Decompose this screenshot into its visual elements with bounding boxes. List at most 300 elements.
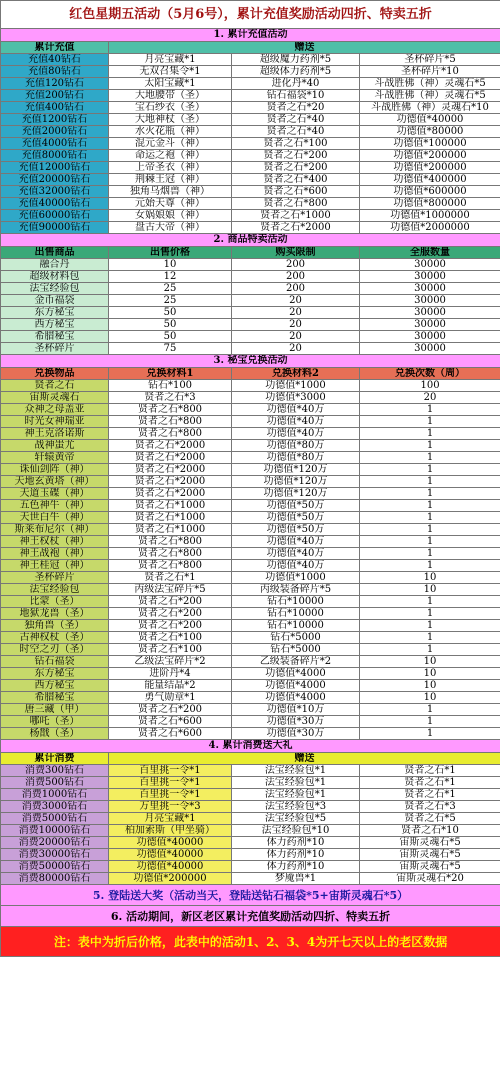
table-cell: 12 [109, 271, 232, 283]
table-row [1, 608, 500, 620]
table-cell: 百里挑一令*1 [109, 789, 232, 801]
table-row [1, 222, 500, 234]
table-cell: 希腊秘宝 [1, 331, 109, 343]
table-cell: 充值12000钻石 [1, 162, 109, 174]
table-cell: 1 [360, 464, 500, 476]
table-cell: 圣杯碎片 [1, 343, 109, 355]
table-cell: 10 [360, 692, 500, 704]
table-cell: 贤者之石*800 [109, 416, 232, 428]
table-cell: 宙斯灵魂石 [1, 392, 109, 404]
col-header: 兑换材料2 [232, 368, 360, 380]
col-header: 全服数量 [360, 247, 500, 259]
table-cell: 20 [232, 331, 360, 343]
table-row [1, 837, 500, 849]
table-cell: 天世白牛（神） [1, 512, 109, 524]
table-cell: 1 [360, 512, 500, 524]
table-row [1, 186, 500, 198]
table-cell: 进化丹*40 [232, 78, 360, 90]
table-cell: 神王权杖（神） [1, 536, 109, 548]
table-cell: 消费10000钻石 [1, 825, 109, 837]
table-cell: 功德值*40万 [232, 404, 360, 416]
table-cell: 西方秘宝 [1, 319, 109, 331]
table-cell: 盘古大帝（神） [109, 222, 232, 234]
table-cell: 贤者之石*2000 [232, 222, 360, 234]
table-row [1, 319, 500, 331]
table-cell: 1 [360, 716, 500, 728]
table-cell: 200 [232, 259, 360, 271]
table-cell: 钻石*5000 [232, 632, 360, 644]
table-cell: 功德值*3000 [232, 392, 360, 404]
table-cell: 贤者之石*3 [360, 801, 500, 813]
table-cell: 充值8000钻石 [1, 150, 109, 162]
table-cell: 功德值*4000 [232, 692, 360, 704]
table-cell: 充值40000钻石 [1, 198, 109, 210]
table-row [1, 210, 500, 222]
table-cell: 贤者之石*20 [232, 102, 360, 114]
table-cell: 功德值*100000 [360, 138, 500, 150]
table-cell: 贤者之石*2000 [109, 452, 232, 464]
table-cell: 功德值*120万 [232, 476, 360, 488]
table-cell: 功德值*400000 [360, 174, 500, 186]
table-cell: 宙斯灵魂石*5 [360, 861, 500, 873]
table-cell: 贤者之石*1 [360, 789, 500, 801]
table-cell: 钻石*10000 [232, 608, 360, 620]
table-cell: 1 [360, 440, 500, 452]
table-cell: 1 [360, 728, 500, 740]
table-cell: 神王桂冠（神） [1, 560, 109, 572]
table-row [1, 174, 500, 186]
table-row [1, 644, 500, 656]
table-row [1, 198, 500, 210]
table-cell: 30000 [360, 259, 500, 271]
table-cell: 30000 [360, 271, 500, 283]
table-cell: 贤者之石*600 [109, 728, 232, 740]
table-cell: 大地腰带（圣） [109, 90, 232, 102]
table-cell: 独角乌烟兽（神） [109, 186, 232, 198]
table-cell: 月亮宝藏*1 [109, 54, 232, 66]
table-cell: 1 [360, 488, 500, 500]
table-cell: 消费1000钻石 [1, 789, 109, 801]
table-cell: 200 [232, 271, 360, 283]
table-cell: 东方秘宝 [1, 307, 109, 319]
table-cell: 钻石福袋*10 [232, 90, 360, 102]
table-cell: 消费20000钻石 [1, 837, 109, 849]
table-cell: 神王克洛诺斯 [1, 428, 109, 440]
col-header: 出售价格 [109, 247, 232, 259]
table-row [1, 524, 500, 536]
table-cell: 贤者之石*40 [232, 114, 360, 126]
table-row [1, 789, 500, 801]
table-cell: 诛仙剑阵（神） [1, 464, 109, 476]
col-header: 赠送 [109, 753, 500, 765]
table-cell: 宙斯灵魂石*20 [360, 873, 500, 885]
table-cell: 1 [360, 428, 500, 440]
table-cell: 20 [360, 392, 500, 404]
col-header: 兑换材料1 [109, 368, 232, 380]
page-title: 红色星期五活动（5月6号），累计充值奖励活动四折、特卖五折 [1, 1, 500, 29]
table-cell: 贤者之石*2000 [109, 488, 232, 500]
table-row [1, 380, 500, 392]
table-cell: 贤者之石*800 [109, 548, 232, 560]
table-row [1, 620, 500, 632]
table-cell: 超级魔力药剂*5 [232, 54, 360, 66]
table-row [1, 283, 500, 295]
table-row [1, 512, 500, 524]
table-cell: 消费500钻石 [1, 777, 109, 789]
table-cell: 贤者之石*200 [232, 162, 360, 174]
table-row [1, 500, 500, 512]
table-cell: 天地玄黄塔（神） [1, 476, 109, 488]
table-cell: 贤者之石*400 [232, 174, 360, 186]
section-heading: 4. 累计消费送大礼 [1, 740, 500, 753]
table-cell: 融合丹 [1, 259, 109, 271]
table-cell: 充值80钻石 [1, 66, 109, 78]
table-row [1, 801, 500, 813]
table-cell: 钻石*10000 [232, 620, 360, 632]
table-cell: 消费3000钻石 [1, 801, 109, 813]
table-row [1, 476, 500, 488]
table-cell: 月亮宝藏*1 [109, 813, 232, 825]
table-cell: 大地神杖（圣） [109, 114, 232, 126]
section-heading: 3. 秘宝兑换活动 [1, 355, 500, 368]
table-cell: 消费5000钻石 [1, 813, 109, 825]
table-cell: 功德值*40万 [232, 548, 360, 560]
table-cell: 元始天尊（神） [109, 198, 232, 210]
table-cell: 古神权杖（圣） [1, 632, 109, 644]
table-row [1, 259, 500, 271]
table-cell: 法宝经验包*1 [232, 777, 360, 789]
col-header: 兑换物品 [1, 368, 109, 380]
table-cell: 20 [232, 307, 360, 319]
table-cell: 功德值*80万 [232, 452, 360, 464]
table-row [1, 114, 500, 126]
table-cell: 贤者之石*1000 [109, 524, 232, 536]
table-row [1, 716, 500, 728]
table-cell: 比蒙（圣） [1, 596, 109, 608]
table-row [1, 126, 500, 138]
table-cell: 功德值*600000 [360, 186, 500, 198]
table-row [1, 572, 500, 584]
table-cell: 贤者之石*100 [109, 644, 232, 656]
table-cell: 地狱龙兽（圣） [1, 608, 109, 620]
table-cell: 圣杯碎片*5 [360, 54, 500, 66]
table-row [1, 307, 500, 319]
table-row [1, 728, 500, 740]
table-cell: 天道玉碟（神） [1, 488, 109, 500]
table-cell: 功德值*200000 [109, 873, 232, 885]
table-cell: 勇气勋章*1 [109, 692, 232, 704]
table-cell: 战神蚩尤 [1, 440, 109, 452]
table-cell: 功德值*40000 [109, 849, 232, 861]
table-cell: 功德值*1000 [232, 380, 360, 392]
table-cell: 贤者之石*800 [109, 428, 232, 440]
table-cell: 法宝经验包*1 [232, 765, 360, 777]
table-cell: 功德值*40000 [109, 861, 232, 873]
table-cell: 30000 [360, 295, 500, 307]
table-cell: 功德值*120万 [232, 464, 360, 476]
table-cell: 贤者之石*200 [109, 620, 232, 632]
table-cell: 丙级装备碎片*5 [232, 584, 360, 596]
table-cell: 贤者之石*1000 [109, 512, 232, 524]
table-cell: 无双召集令*1 [109, 66, 232, 78]
table-row [1, 632, 500, 644]
table-cell: 功德值*50万 [232, 512, 360, 524]
table-cell: 贤者之石*800 [232, 198, 360, 210]
table-row [1, 162, 500, 174]
table-cell: 贤者之石*2000 [109, 464, 232, 476]
table-row [1, 560, 500, 572]
table-cell: 法宝经验包*3 [232, 801, 360, 813]
table-row [1, 440, 500, 452]
table-cell: 体力药剂*10 [232, 837, 360, 849]
section-recharge [1, 29, 500, 234]
table-cell: 宝石纱衣（圣） [109, 102, 232, 114]
table-cell: 贤者之石 [1, 380, 109, 392]
table-row [1, 416, 500, 428]
table-cell: 水火花瓶（神） [109, 126, 232, 138]
col-header: 累计消费 [1, 753, 109, 765]
table-cell: 功德值*50万 [232, 500, 360, 512]
table-cell: 钻石*5000 [232, 644, 360, 656]
table-row [1, 584, 500, 596]
table-cell: 贤者之石*600 [232, 186, 360, 198]
table-cell: 贤者之石*100 [232, 138, 360, 150]
table-cell: 贤者之石*5 [360, 813, 500, 825]
table-cell: 贤者之石*10 [360, 825, 500, 837]
table-cell: 1 [360, 548, 500, 560]
table-cell: 100 [360, 380, 500, 392]
table-cell: 哪吒（圣） [1, 716, 109, 728]
table-cell: 10 [360, 584, 500, 596]
table-cell: 功德值*1000000 [360, 210, 500, 222]
table-cell: 进阶丹*4 [109, 668, 232, 680]
table-cell: 超级体力药剂*5 [232, 66, 360, 78]
table-cell: 功德值*40万 [232, 560, 360, 572]
table-cell: 功德值*1000 [232, 572, 360, 584]
table-row [1, 90, 500, 102]
table-cell: 法宝经验包*1 [232, 789, 360, 801]
table-cell: 梦魇兽*1 [232, 873, 360, 885]
table-cell: 法宝经验包 [1, 584, 109, 596]
table-row [1, 295, 500, 307]
table-cell: 斗战胜佛（神）灵魂石*10 [360, 102, 500, 114]
table-cell: 贤者之石*800 [109, 560, 232, 572]
table-cell: 神王战袍（神） [1, 548, 109, 560]
table-row [1, 404, 500, 416]
section-special-sale [1, 234, 500, 355]
table-cell: 1 [360, 620, 500, 632]
table-cell: 充值40钻石 [1, 54, 109, 66]
table-cell: 20 [232, 295, 360, 307]
table-cell: 充值1200钻石 [1, 114, 109, 126]
table-row [1, 331, 500, 343]
table-cell: 1 [360, 644, 500, 656]
table-row [1, 861, 500, 873]
table-cell: 宙斯灵魂石*5 [360, 837, 500, 849]
table-cell: 时光女神瑞亚 [1, 416, 109, 428]
table-row [1, 66, 500, 78]
table-cell: 50 [109, 331, 232, 343]
table-cell: 贤者之石*1 [109, 572, 232, 584]
table-row [1, 78, 500, 90]
table-row [1, 54, 500, 66]
table-row [1, 596, 500, 608]
table-row [1, 692, 500, 704]
table-cell: 贤者之石*200 [109, 608, 232, 620]
table-row [1, 102, 500, 114]
table-cell: 200 [232, 283, 360, 295]
table-row [1, 668, 500, 680]
table-cell: 1 [360, 476, 500, 488]
table-cell: 20 [232, 319, 360, 331]
table-cell: 消费50000钻石 [1, 861, 109, 873]
table-cell: 1 [360, 608, 500, 620]
table-cell: 功德值*40万 [232, 416, 360, 428]
table-cell: 贤者之石*800 [109, 536, 232, 548]
table-row [1, 825, 500, 837]
table-cell: 唐三藏（甲） [1, 704, 109, 716]
table-cell: 贤者之石*3 [109, 392, 232, 404]
table-cell: 功德值*4000 [232, 668, 360, 680]
table-cell: 30000 [360, 307, 500, 319]
table-cell: 充值32000钻石 [1, 186, 109, 198]
table-row [1, 488, 500, 500]
table-cell: 1 [360, 404, 500, 416]
table-cell: 10 [360, 572, 500, 584]
table-cell: 乙级装备碎片*2 [232, 656, 360, 668]
table-row [1, 704, 500, 716]
table-cell: 丙级法宝碎片*5 [109, 584, 232, 596]
table-cell: 1 [360, 536, 500, 548]
table-cell: 功德值*800000 [360, 198, 500, 210]
table-cell: 百里挑一令*1 [109, 777, 232, 789]
table-cell: 50 [109, 307, 232, 319]
table-cell: 斗战胜佛（神）灵魂石*5 [360, 78, 500, 90]
table-cell: 充值90000钻石 [1, 222, 109, 234]
table-cell: 体力药剂*10 [232, 849, 360, 861]
table-row [1, 138, 500, 150]
table-cell: 充值60000钻石 [1, 210, 109, 222]
table-cell: 1 [360, 500, 500, 512]
table-cell: 圣杯碎片*10 [360, 66, 500, 78]
table-cell: 功德值*30万 [232, 728, 360, 740]
table-cell: 贤者之石*100 [109, 632, 232, 644]
table-row [1, 873, 500, 885]
table-cell: 贤者之石*600 [109, 716, 232, 728]
table-row [1, 271, 500, 283]
table-row [1, 680, 500, 692]
section-login-reward: 5. 登陆送大奖（活动当天，登陆送钻石福袋*5+宙斯灵魂石*5） [1, 885, 500, 906]
table-cell: 法宝经验包 [1, 283, 109, 295]
table-cell: 命运之袍（神） [109, 150, 232, 162]
section-heading: 2. 商品特卖活动 [1, 234, 500, 247]
col-header: 购买限制 [232, 247, 360, 259]
table-cell: 30000 [360, 331, 500, 343]
table-cell: 贤者之石*1000 [109, 500, 232, 512]
table-cell: 功德值*80万 [232, 440, 360, 452]
table-cell: 太阳宝藏*1 [109, 78, 232, 90]
table-cell: 10 [109, 259, 232, 271]
table-cell: 贤者之石*200 [109, 596, 232, 608]
table-cell: 钻石*100 [109, 380, 232, 392]
table-cell: 功德值*40万 [232, 428, 360, 440]
table-cell: 杨戬（圣） [1, 728, 109, 740]
table-row [1, 849, 500, 861]
table-cell: 功德值*40000 [109, 837, 232, 849]
table-cell: 25 [109, 283, 232, 295]
table-cell: 1 [360, 632, 500, 644]
table-cell: 20 [232, 343, 360, 355]
table-cell: 30000 [360, 319, 500, 331]
table-cell: 斯莱布尼尔（神） [1, 524, 109, 536]
table-cell: 能量结晶*2 [109, 680, 232, 692]
table-cell: 东方秘宝 [1, 668, 109, 680]
table-cell: 1 [360, 596, 500, 608]
table-cell: 充值200钻石 [1, 90, 109, 102]
table-cell: 消费80000钻石 [1, 873, 109, 885]
table-cell: 乙级法宝碎片*2 [109, 656, 232, 668]
table-cell: 上帝圣衣（神） [109, 162, 232, 174]
section-consumption [1, 740, 500, 885]
table-cell: 贤者之石*1000 [232, 210, 360, 222]
table-cell: 贤者之石*2000 [109, 440, 232, 452]
table-cell: 钻石福袋 [1, 656, 109, 668]
table-cell: 消费300钻石 [1, 765, 109, 777]
table-cell: 轩辕黄帝 [1, 452, 109, 464]
table-row [1, 452, 500, 464]
table-cell: 10 [360, 656, 500, 668]
col-header: 赠送 [109, 42, 500, 54]
table-cell: 贤者之石*200 [232, 150, 360, 162]
table-row [1, 464, 500, 476]
table-cell: 1 [360, 524, 500, 536]
table-row [1, 536, 500, 548]
table-cell: 贤者之石*2000 [109, 476, 232, 488]
table-row [1, 813, 500, 825]
table-cell: 功德值*10万 [232, 704, 360, 716]
table-cell: 30000 [360, 343, 500, 355]
footnote: 注：表中为折后价格，此表中的活动1、2、3、4为开七天以上的老区数据 [1, 927, 500, 957]
table-cell: 西方秘宝 [1, 680, 109, 692]
table-row [1, 150, 500, 162]
table-cell: 10 [360, 668, 500, 680]
table-row [1, 656, 500, 668]
table-cell: 希腊秘宝 [1, 692, 109, 704]
table-cell: 女娲娘娘（神） [109, 210, 232, 222]
table-cell: 充值120钻石 [1, 78, 109, 90]
table-cell: 1 [360, 560, 500, 572]
table-cell: 1 [360, 452, 500, 464]
table-cell: 功德值*30万 [232, 716, 360, 728]
table-cell: 贤者之石*800 [109, 404, 232, 416]
col-header: 兑换次数（周） [360, 368, 500, 380]
table-cell: 五色神牛（神） [1, 500, 109, 512]
table-cell: 功德值*2000000 [360, 222, 500, 234]
table-cell: 贤者之石*1 [360, 777, 500, 789]
table-cell: 30000 [360, 283, 500, 295]
col-header: 出售商品 [1, 247, 109, 259]
table-cell: 斗战胜佛（神）灵魂石*5 [360, 90, 500, 102]
table-cell: 50 [109, 319, 232, 331]
table-cell: 功德值*200000 [360, 150, 500, 162]
table-cell: 独角兽（圣） [1, 620, 109, 632]
table-cell: 1 [360, 416, 500, 428]
col-header: 累计充值 [1, 42, 109, 54]
table-cell: 功德值*40万 [232, 536, 360, 548]
table-cell: 功德值*50万 [232, 524, 360, 536]
table-cell: 贤者之石*1 [360, 765, 500, 777]
table-cell: 贤者之石*40 [232, 126, 360, 138]
